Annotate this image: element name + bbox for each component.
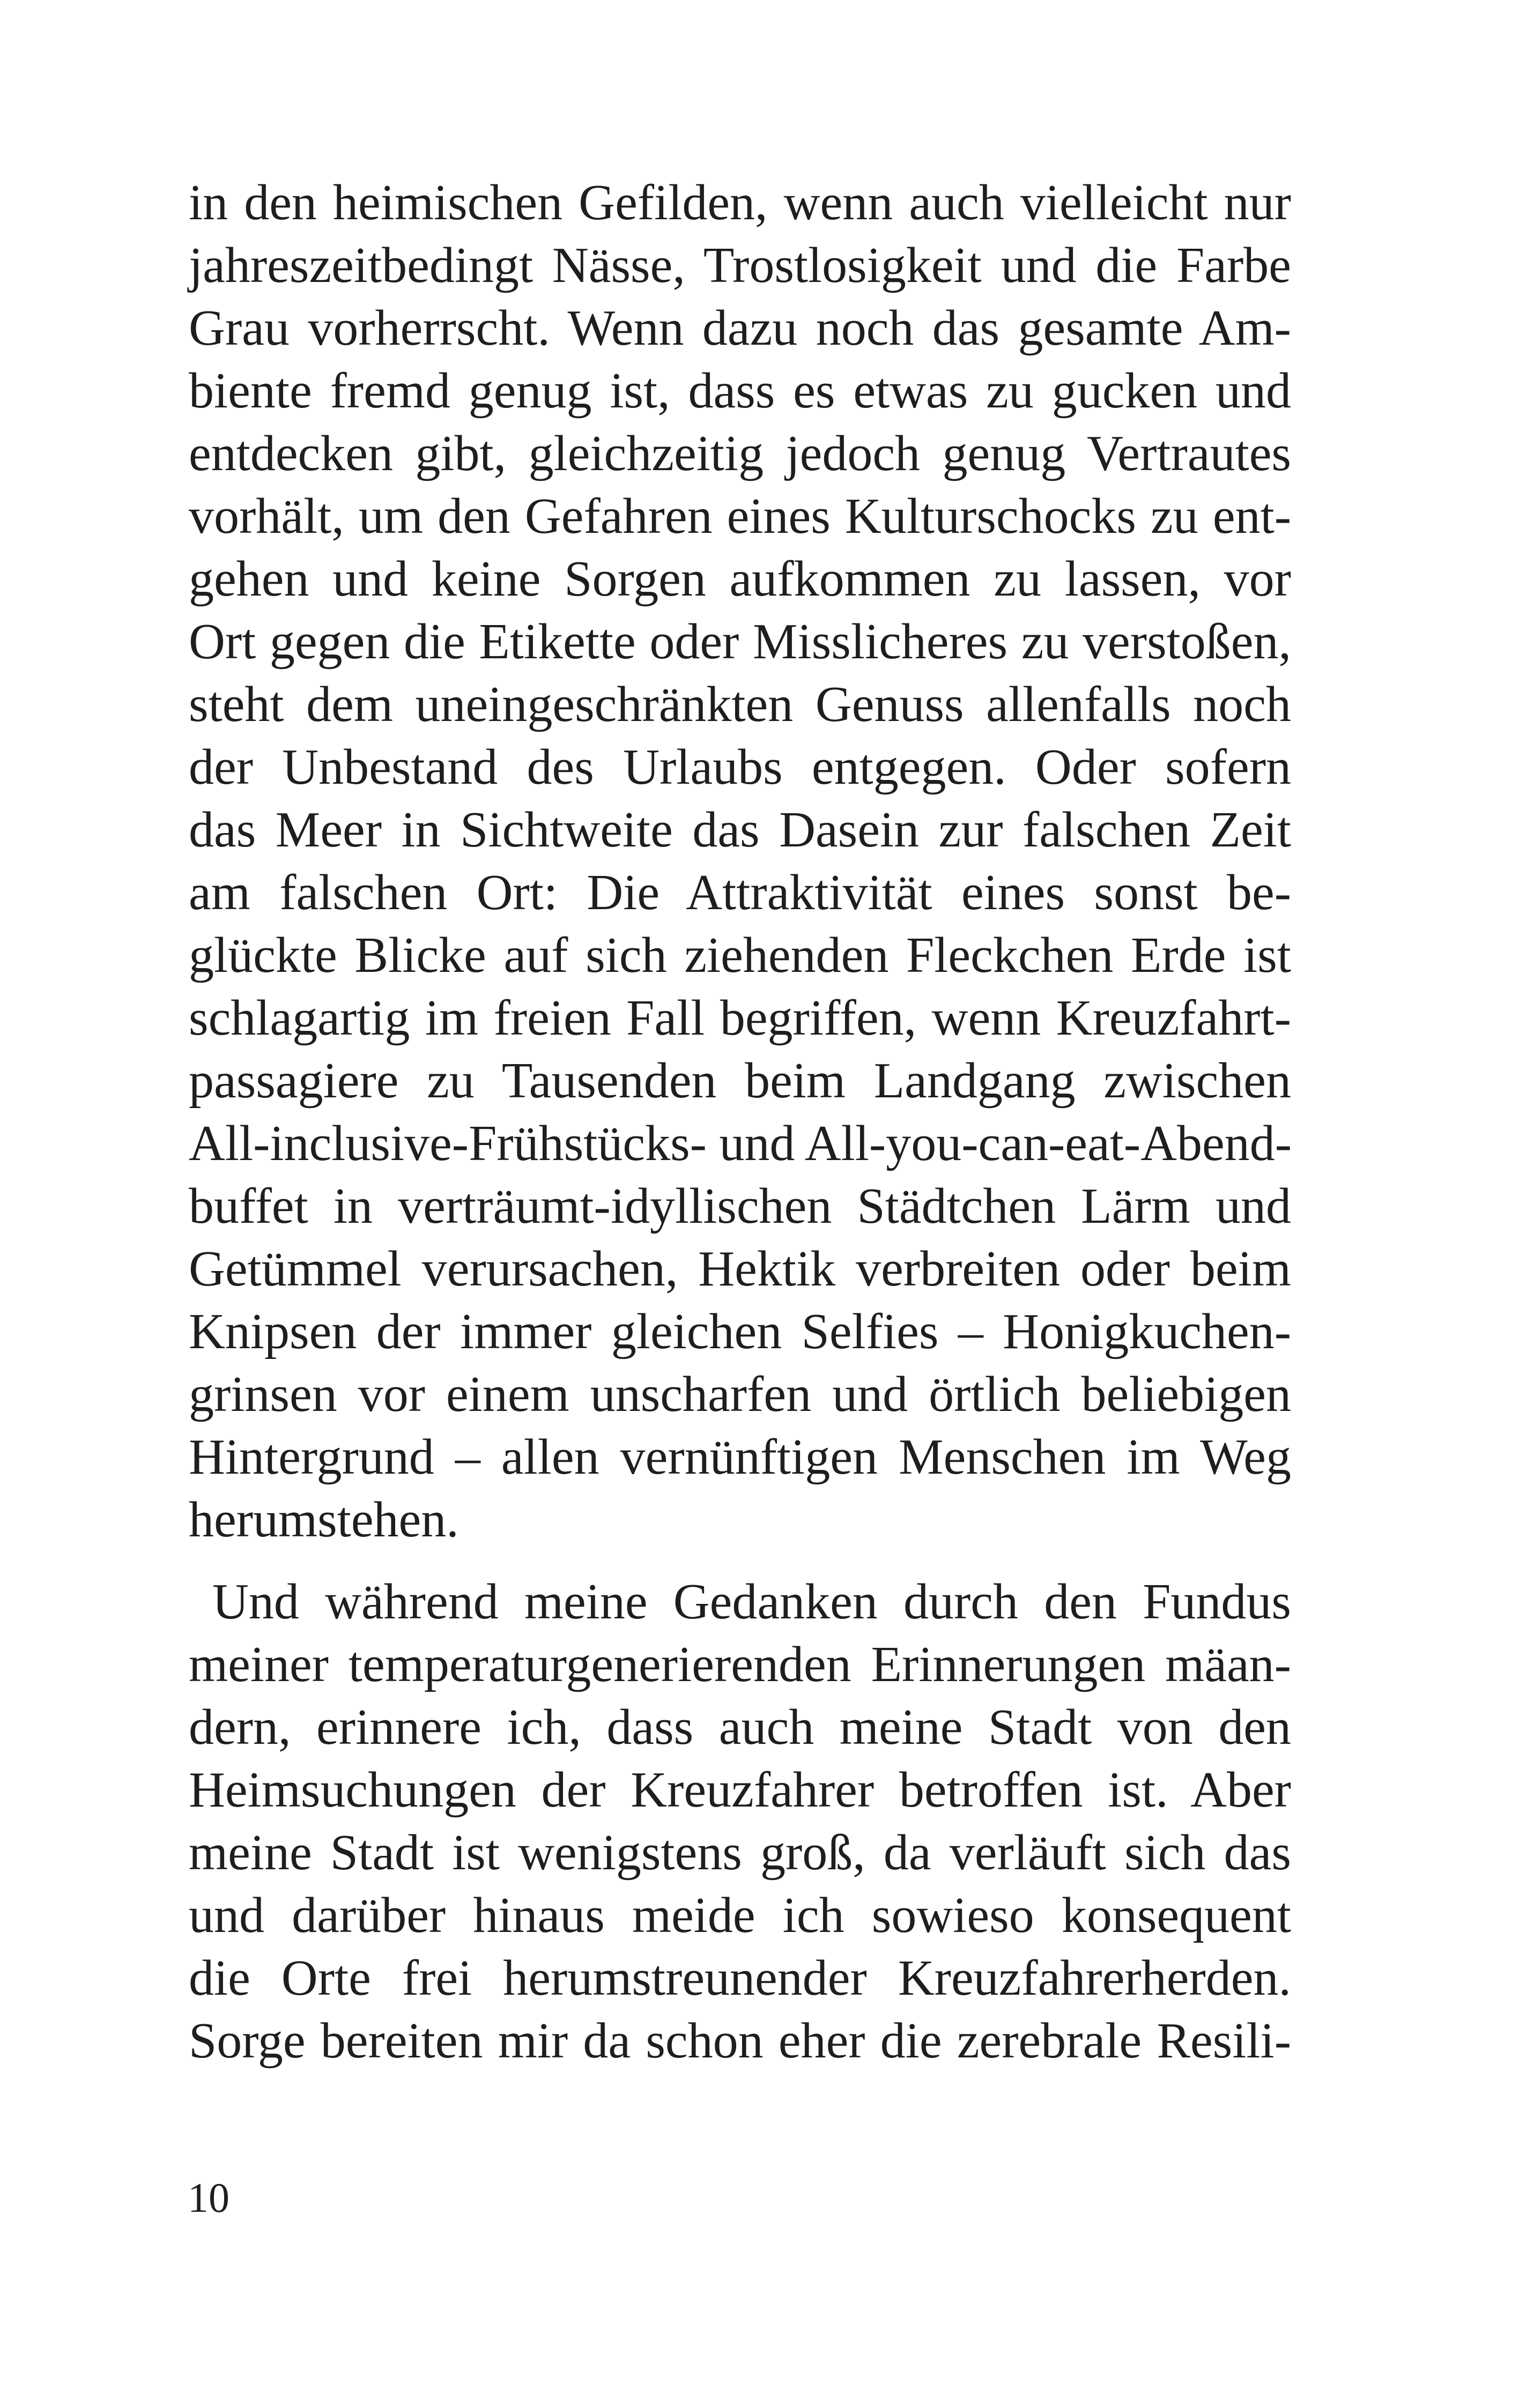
text-line: passagiere zu Tausenden beim Landgang zwischen [189, 1053, 1291, 1109]
text-line: Grau vorherrscht. Wenn dazu noch das gesamte Am- [189, 300, 1291, 356]
text-line: entdecken gibt, gleichzeitig jedoch genug Vertrautes [189, 426, 1291, 481]
text-line: schlagartig im freien Fall begriffen, wenn Kreuzfahrt- [189, 990, 1291, 1046]
text-line: dern, erinnere ich, dass auch meine Stadt von den [189, 1699, 1291, 1755]
text-line: buffet in verträumt-idyllischen Städtchen Lärm und [189, 1178, 1291, 1234]
text-line: jahreszeitbedingt Nässe, Trostlosigkeit und die Farbe [189, 237, 1291, 293]
text-line: biente fremd genug ist, dass es etwas zu gucken und [189, 363, 1291, 419]
text-line: das Meer in Sichtweite das Dasein zur falschen Zeit [189, 802, 1291, 858]
text-line: vorhält, um den Gefahren eines Kulturschocks zu ent- [189, 488, 1291, 544]
text-line: Heimsuchungen der Kreuzfahrer betroffen ist. Aber [189, 1762, 1291, 1818]
text-line: glückte Blicke auf sich ziehenden Fleckchen Erde ist [189, 927, 1291, 983]
paragraph-1 [189, 172, 1291, 1551]
text-line: Getümmel verursachen, Hektik verbreiten oder beim [189, 1241, 1291, 1297]
text-line: in den heimischen Gefilden, wenn auch vielleicht nur [189, 175, 1291, 231]
paragraph-2 [189, 1571, 1291, 2072]
text-line: Sorge bereiten mir da schon eher die zerebrale Resili- [189, 2013, 1291, 2069]
text-line: am falschen Ort: Die Attraktivität eines sonst be- [189, 865, 1291, 920]
text-line: grinsen vor einem unscharfen und örtlich beliebigen [189, 1366, 1291, 1422]
text-line: Hintergrund – allen vernünftigen Menschen im Weg [189, 1429, 1291, 1485]
page-number: 10 [188, 2174, 229, 2221]
text-line: herumstehen. [189, 1492, 459, 1548]
text-line: der Unbestand des Urlaubs entgegen. Oder sofern [189, 739, 1291, 795]
text-line: gehen und keine Sorgen aufkommen zu lassen, vor [189, 551, 1291, 607]
text-line: und darüber hinaus meide ich sowieso konsequent [189, 1887, 1291, 1943]
text-line: Und während meine Gedanken durch den Fundus [212, 1574, 1291, 1630]
text-line: Ort gegen die Etikette oder Misslicheres zu verstoßen, [189, 614, 1291, 670]
text-line: All-inclusive-Frühstücks- und All-you-can-eat-Abend- [189, 1116, 1292, 1171]
text-line: Knipsen der immer gleichen Selfies – Honigkuchen- [189, 1304, 1291, 1359]
text-line: meine Stadt ist wenigstens groß, da verläuft sich das [189, 1825, 1291, 1881]
text-line: steht dem uneingeschränkten Genuss allenfalls noch [189, 677, 1291, 732]
text-line: die Orte frei herumstreunender Kreuzfahrerherden. [189, 1950, 1291, 2006]
text-line: meiner temperaturgenerierenden Erinnerungen mäan- [189, 1637, 1291, 1692]
